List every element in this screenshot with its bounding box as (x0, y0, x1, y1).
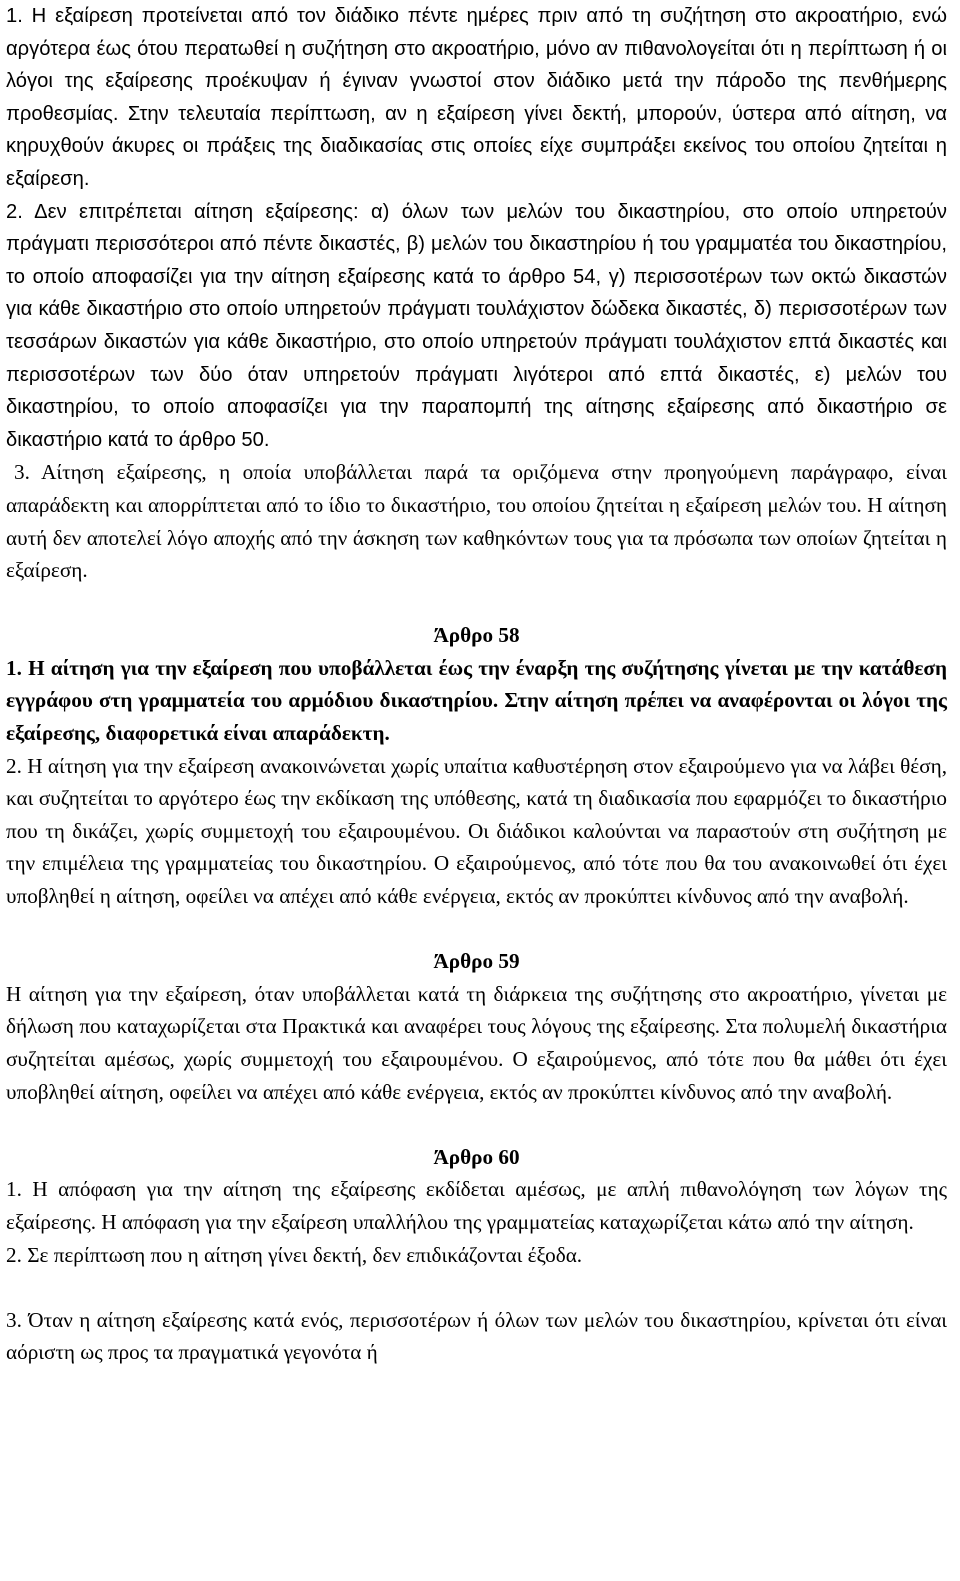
article-59-heading: Άρθρο 59 (433, 949, 520, 974)
article-59-paragraph-1: Η αίτηση για την εξαίρεση, όταν υποβάλλεται κατά τη διάρκεια της συζήτησης στο ακροατήριο, γίνεται με δήλωση που καταχωρίζεται στα Πρακτικά και αναφέρει τους λόγους της εξαίρεσης. Στα πολυμελή δικαστήρια συζητείται αμέσως, χωρίς συμμετοχή του εξαιρουμένου. Ο εξαιρούμενος, από τότε που θα μάθει ότι έχει υποβληθεί αίτηση, οφείλει να απέχει από κάθε ενέργεια, εκτός αν προκύπτει κίνδυνος από την αναβολή. (6, 981, 947, 1104)
article-58-paragraph-2: 2. Η αίτηση για την εξαίρεση ανακοινώνεται χωρίς υπαίτια καθυστέρηση στον εξαιρούμενο για να λάβει θέση, και συζητείται το αργότερο έως την εκδίκαση της υπόθεσης, κατά τη διαδικασία που εφαρμόζει το δικαστήριο που τη δικάζει, χωρίς συμμετοχή του εξαιρουμένου. Οι διάδικοι καλούνται να παραστούν στη συζήτηση με την επιμέλεια της γραμματείας του δικαστηρίου. Ο εξαιρούμενος, από τότε που θα του ανακοινωθεί ότι έχει υποβληθεί η αίτηση, οφείλει να απέχει από κάθε ενέργεια, εκτός αν προκύπτει κίνδυνος από την αναβολή. (6, 753, 947, 909)
section-block-1 (6, 0, 947, 456)
spacer (6, 1108, 947, 1141)
spacer (6, 1271, 947, 1304)
spacer (6, 587, 947, 620)
article-60-paragraph-2: 2. Σε περίπτωση που η αίτηση γίνει δεκτή, δεν επιδικάζονται έξοδα. (6, 1242, 583, 1267)
article-58-heading: Άρθρο 58 (433, 623, 520, 648)
article-60-paragraph-3: 3. Όταν η αίτηση εξαίρεσης κατά ενός, περισσοτέρων ή όλων των μελών του δικαστηρίου, κρίνεται ότι είναι αόριστη ως προς τα πραγματικά γεγονότα ή (6, 1307, 947, 1365)
paragraph-1: 1. Η εξαίρεση προτείνεται από τον διάδικο πέντε ημέρες πριν από τη συζήτηση στο ακροατήριο, ενώ αργότερα έως ότου περατωθεί η συζήτηση στο ακροατήριο, μόνο αν πιθανολογείται ότι η περίπτωση ή οι λόγοι της εξαίρεσης προέκυψαν ή έγιναν γνωστοί στον διάδικο μετά την πάροδο της πενθήμερης προθεσμίας. Στην τελευταία περίπτωση, αν η εξαίρεση γίνει δεκτή, μπορούν, ύστερα από αίτηση, να κηρυχθούν άκυρες οι πράξεις της διαδικασίας στις οποίες είχε συμπράξει εκείνος του οποίου ζητείται η εξαίρεση. (6, 5, 947, 190)
paragraph-3: 3. Αίτηση εξαίρεσης, η οποία υποβάλλεται παρά τα οριζόμενα στην προηγούμενη παράγραφο, είναι απαράδεκτη και απορρίπτεται από το ίδιο το δικαστήριο, του οποίου ζητείται η εξαίρεση μελών του. Η αίτηση αυτή δεν αποτελεί λόγο αποχής από την άσκηση των καθηκόντων τους για τα πρόσωπα των οποίων ζητείται η εξαίρεση. (6, 460, 947, 583)
document-page (6, 0, 947, 1369)
article-60-heading: Άρθρο 60 (433, 1144, 520, 1169)
paragraph-2: 2. Δεν επιτρέπεται αίτηση εξαίρεσης: α) όλων των μελών του δικαστηρίου, στο οποίο υπηρετούν πράγματι περισσότεροι από πέντε δικαστές, β) μελών του δικαστηρίου ή του γραμματέα του δικαστηρίου, το οποίο αποφασίζει για την αίτηση εξαίρεσης κατά το άρθρο 54, γ) περισσοτέρων των οκτώ δικαστών για κάθε δικαστήριο στο οποίο υπηρετούν πράγματι τουλάχιστον δώδεκα δικαστές, δ) περισσοτέρων των τεσσάρων δικαστών για κάθε δικαστήριο, στο οποίο υπηρετούν πράγματι τουλάχιστον επτά δικαστές και περισσοτέρων των δύο όταν υπηρετούν πράγματι λιγότεροι από επτά δικαστές, ε) μελών του δικαστηρίου, το οποίο αποφασίζει για την παραπομπή της αίτησης εξαίρεσης από δικαστήριο σε δικαστήριο κατά το άρθρο 50. (6, 200, 947, 451)
article-60-paragraph-1: 1. Η απόφαση για την αίτηση της εξαίρεσης εκδίδεται αμέσως, με απλή πιθανολόγηση των λόγων της εξαίρεσης. Η απόφαση για την εξαίρεση υπαλλήλου της γραμματείας καταχωρίζεται κάτω από την αίτηση. (6, 1177, 947, 1234)
article-58-paragraph-1: 1. Η αίτηση για την εξαίρεση που υποβάλλεται έως την έναρξη της συζήτησης γίνεται με την κατάθεση εγγράφου στη γραμματεία του αρμόδιου δικαστηρίου. Στην αίτηση πρέπει να αναφέρονται οι λόγοι της εξαίρεσης, διαφορετικά είναι απαράδεκτη. (6, 655, 947, 746)
spacer (6, 913, 947, 946)
